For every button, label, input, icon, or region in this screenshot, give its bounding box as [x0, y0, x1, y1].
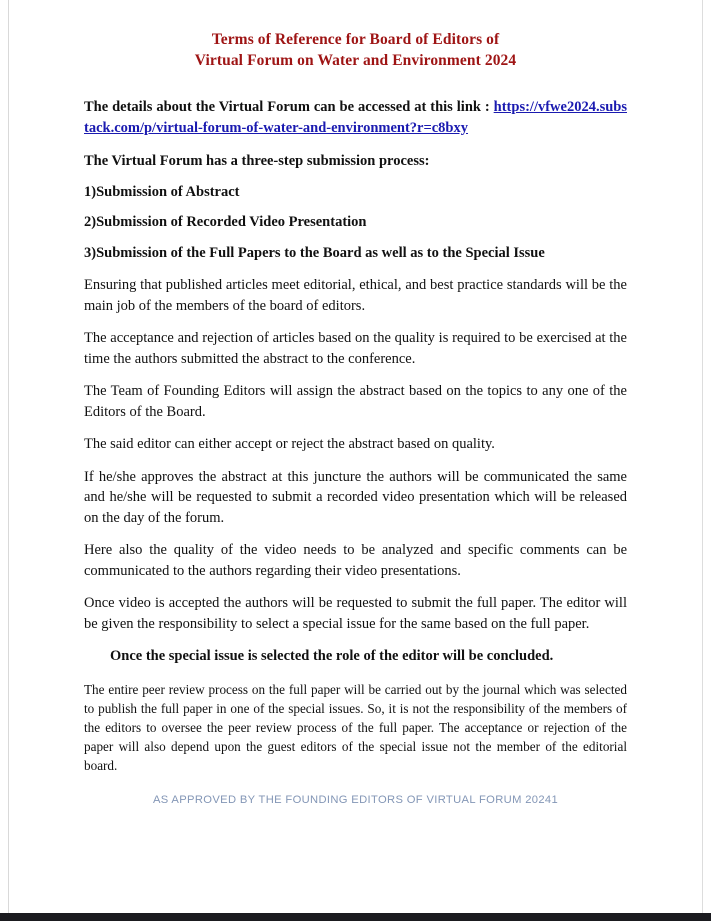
process-step-3: 3)Submission of the Full Papers to the Board as well as to the Special Issue: [84, 244, 545, 261]
spacer: [84, 263, 627, 275]
page-title-line-2: Virtual Forum on Water and Environment 2024: [194, 52, 517, 69]
body-paragraph-7: Once video is accepted the authors will be requested to submit the full paper. The editor will be given the responsibility to select a special issue for the same based on the full paper.: [84, 595, 627, 632]
body-paragraph-6: Here also the quality of the video needs to be analyzed and specific comments can be communicated to the authors regarding their video presentations.: [84, 542, 627, 579]
process-step-1: 1)Submission of Abstract: [84, 183, 240, 200]
process-heading: The Virtual Forum has a three-step submission process:: [84, 153, 430, 169]
spacer: [84, 667, 627, 680]
spacer: [84, 581, 627, 593]
approval-footer: AS APPROVED BY THE FOUNDING EDITORS OF VIRTUAL FORUM 20241: [152, 793, 559, 806]
page-right-edge-rule: [702, 0, 703, 913]
body-paragraph-2: The acceptance and rejection of articles based on the quality is required to be exercised at the time the authors submitted the abstract to the conference.: [84, 330, 627, 367]
spacer: [84, 422, 627, 434]
page-title: [84, 0, 627, 71]
body-paragraph-4: The said editor can either accept or reject the abstract based on quality.: [84, 436, 495, 452]
spacer: [84, 138, 627, 151]
intro-paragraph: [84, 97, 627, 138]
spacer: [84, 172, 627, 182]
intro-lead-text: The details about the Virtual Forum can be accessed at this link :: [84, 99, 494, 115]
document-content: [84, 0, 627, 806]
spacer: [84, 369, 627, 381]
page-left-edge-rule: [8, 0, 9, 913]
spacer: [84, 455, 627, 467]
body-paragraph-3: The Team of Founding Editors will assign the abstract based on the topics to any one of the Editors of the Board.: [84, 383, 627, 420]
body-paragraph-5: If he/she approves the abstract at this juncture the authors will be communicated the same and he/she will be requested to submit a recorded video presentation which will be released on the day of the forum.: [84, 468, 627, 526]
spacer: [84, 71, 627, 97]
spacer: [84, 316, 627, 328]
window-bottom-band: [0, 913, 711, 921]
virtual-forum-link[interactable]: https://vfwe2024.substack.com/p/virtual-forum-of-water-and-environment?r=c8bxy: [84, 99, 627, 136]
spacer: [84, 233, 627, 243]
conclusion-statement: Once the special issue is selected the role of the editor will be concluded.: [110, 648, 554, 664]
page-title-line-1: Terms of Reference for Board of Editors of: [211, 31, 500, 48]
process-step-2: 2)Submission of Recorded Video Presentation: [84, 214, 367, 230]
closing-note: The entire peer review process on the full paper will be carried out by the journal which was selected to publish the full paper in one of the special issues. So, it is not the responsibility of the members of the editors to oversee the peer review process of the full paper. The acceptance or rejection of the paper will also depend upon the guest editors of the special issue not the member of the editorial board.: [84, 681, 627, 773]
spacer: [84, 202, 627, 212]
spacer: [84, 528, 627, 540]
body-paragraph-1: Ensuring that published articles meet editorial, ethical, and best practice standards will be the main job of the members of the board of editors.: [84, 277, 627, 314]
spacer: [84, 634, 627, 646]
